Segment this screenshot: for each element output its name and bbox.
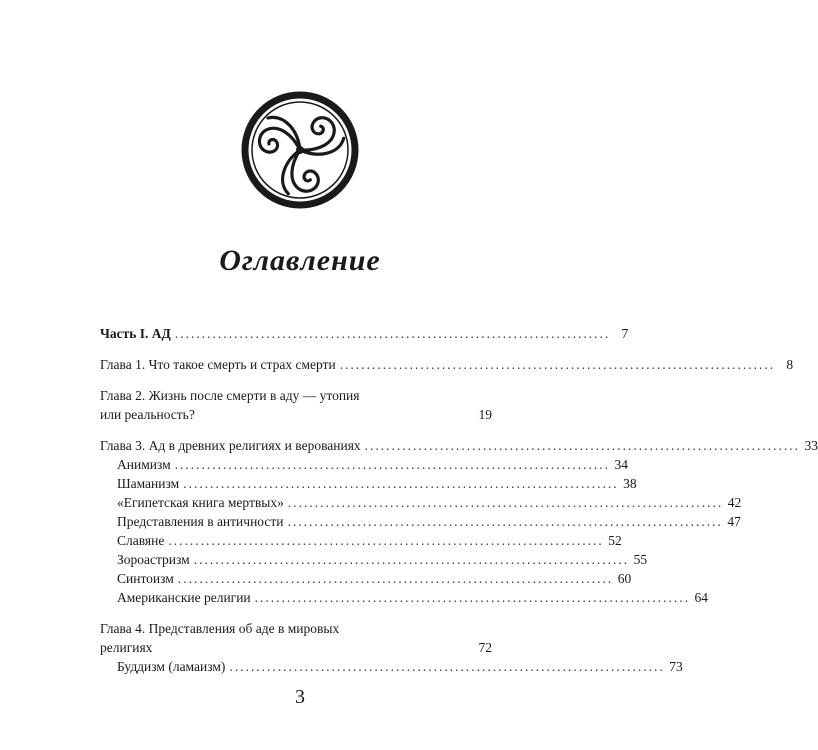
toc-page: 64: [694, 590, 709, 605]
dot-leader: .................................................................................: [287, 495, 724, 510]
table-of-contents: [100, 324, 818, 676]
dot-leader: .................................................................................: [168, 533, 604, 548]
toc-subentry[interactable]: [100, 588, 709, 607]
toc-page: 42: [727, 495, 742, 510]
toc-page: 60: [617, 571, 632, 586]
toc-page: 34: [614, 457, 629, 472]
toc-entry-ch2[interactable]: [100, 386, 492, 424]
toc-subentry[interactable]: [100, 474, 637, 493]
toc-subentry[interactable]: [100, 550, 648, 569]
dot-leader: .................................................................................: [254, 590, 691, 605]
toc-page: 38: [623, 476, 637, 491]
dot-leader: .................................................................................: [183, 476, 619, 491]
dot-leader: .................................................................................: [339, 357, 776, 372]
toc-page: 8: [786, 357, 794, 372]
celtic-triskelion-icon: [240, 90, 360, 210]
toc-subentry[interactable]: [100, 493, 742, 512]
toc-label: Зороастризм: [117, 552, 190, 567]
toc-label-cont: или реальность?: [100, 407, 195, 422]
toc-page: 55: [633, 552, 648, 567]
toc-subentry[interactable]: [100, 455, 629, 474]
toc-page: 7: [621, 326, 629, 341]
toc-page: 33: [804, 438, 818, 453]
toc-label: Глава 3. Ад в древних религиях и верованиях: [100, 438, 361, 453]
toc-label: Анимизм: [117, 457, 171, 472]
toc-label: Глава 1. Что такое смерть и страх смерти: [100, 357, 336, 372]
page-number: 3: [295, 686, 305, 708]
toc-subentry[interactable]: [100, 657, 683, 676]
dot-leader: .................................................................................: [177, 571, 614, 586]
toc-page: 72: [478, 640, 492, 655]
toc-label-cont: религиях: [100, 640, 153, 655]
toc-entry-ch1[interactable]: [100, 355, 794, 374]
toc-label: Представления в античности: [117, 514, 284, 529]
toc-label: Буддизм (ламаизм): [117, 659, 226, 674]
toc-label: Американские религии: [117, 590, 251, 605]
toc-label: Синтоизм: [117, 571, 174, 586]
dot-leader: .................................................................................: [229, 659, 665, 674]
toc-page: 47: [727, 514, 741, 529]
toc-label: Шаманизм: [117, 476, 180, 491]
dot-leader: .................................................................................: [364, 438, 801, 453]
toc-page: 73: [669, 659, 683, 674]
dot-leader: .................................................................................: [193, 552, 630, 567]
page-title: Оглавление: [219, 244, 381, 277]
toc-label: Часть I. АД: [100, 326, 171, 341]
toc-entry-ch4[interactable]: [100, 619, 492, 657]
toc-page: 52: [608, 533, 622, 548]
toc-label: Глава 4. Представления об аде в мировых: [100, 621, 340, 636]
toc-label: Славяне: [117, 533, 165, 548]
toc-entry-ch3[interactable]: [100, 436, 818, 455]
dot-leader: .................................................................................: [174, 457, 611, 472]
toc-subentry[interactable]: [100, 531, 622, 550]
toc-subentry[interactable]: [100, 569, 632, 588]
toc-label: Глава 2. Жизнь после смерти в аду — утопия: [100, 388, 360, 403]
toc-label: «Египетская книга мертвых»: [117, 495, 284, 510]
toc-subentry[interactable]: [100, 512, 741, 531]
toc-page: 19: [478, 407, 492, 422]
dot-leader: .................................................................................: [287, 514, 723, 529]
dot-leader: .................................................................................: [174, 326, 611, 341]
toc-entry-part1[interactable]: [100, 324, 629, 343]
